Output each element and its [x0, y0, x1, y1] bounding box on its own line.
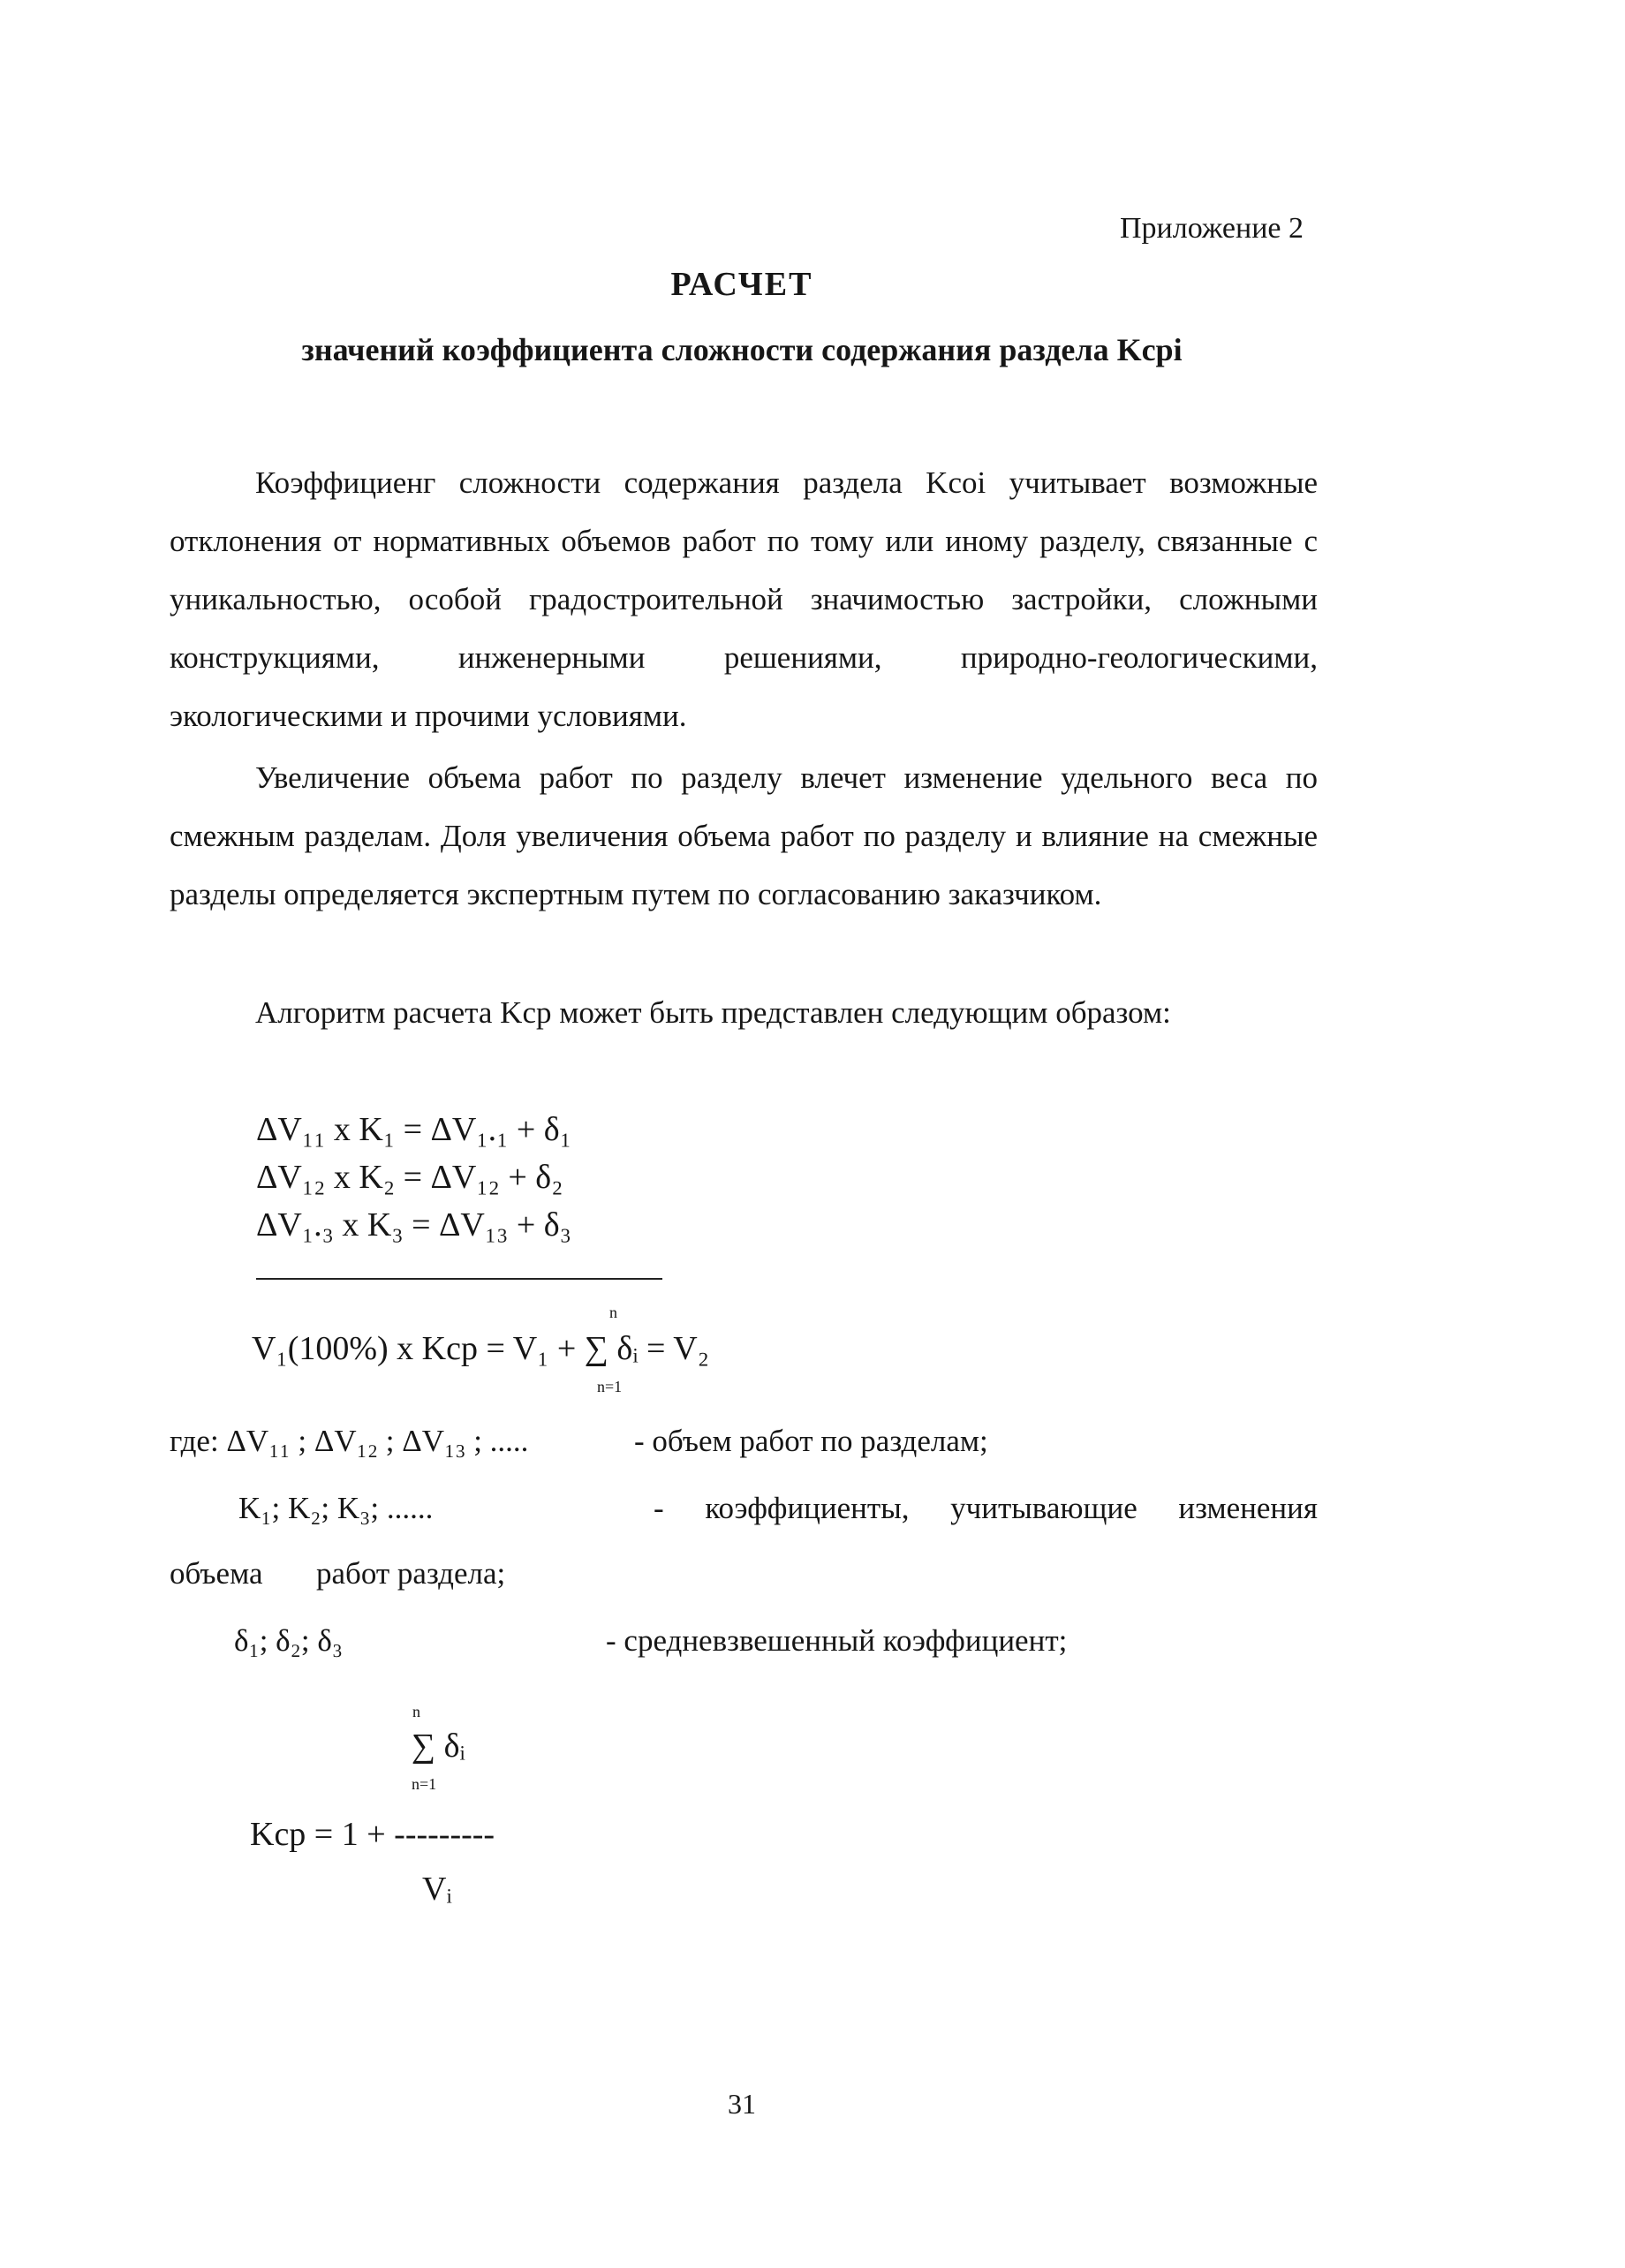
legend-volume-terms: где: ΔV₁₁ ; ΔV₁₂ ; ΔV₁₃ ; .....	[170, 1424, 529, 1458]
document-subtitle: значений коэффициента сложности содержания раздела Kcpi	[301, 332, 1183, 367]
equation-3: ΔV₁.₃ x K₃ = ΔV₁₃ + δ₃	[256, 1206, 571, 1244]
paragraph-1: Коэффициенг сложности содержания раздела Kcoi учитывает возможные отклонения от нормативных объемов работ по тому или иному разделу, связанные с уникальностью, особой градостроительной значимостью застройки, сложными конструкциями, инженерными решениями, природно-геологическими, экологическими и прочими условиями.	[170, 465, 1318, 733]
legend-coef-terms: K₁; K₂; K₃; ......	[238, 1491, 434, 1525]
legend-coef-desc: - коэффициенты, учитывающие изменения	[654, 1491, 1318, 1525]
appendix-label: Приложение 2	[1120, 212, 1304, 245]
equation-1: ΔV₁₁ x K₁ = ΔV₁.₁ + δ₁	[256, 1111, 571, 1148]
formula-kcp: Kcp = 1 + ---------	[250, 1816, 495, 1853]
document-title: РАСЧЕТ	[670, 266, 813, 303]
sum-upper-limit: n	[609, 1304, 617, 1321]
sum-equation: V₁(100%) x Kcp = V₁ + ∑ δᵢ = V₂	[252, 1330, 709, 1367]
formula-upper-limit: n	[412, 1703, 420, 1720]
legend-delta-desc: - средневзвешенный коэффициент;	[606, 1623, 1068, 1658]
sum-divider	[256, 1278, 662, 1280]
formula-numerator: ∑ δᵢ	[412, 1727, 465, 1765]
legend-coef-desc-cont-b: работ раздела;	[316, 1556, 506, 1591]
formula-denominator: Vᵢ	[422, 1871, 452, 1908]
legend-delta-terms: δ₁; δ₂; δ₃	[234, 1623, 344, 1658]
formula-lower-limit: n=1	[412, 1775, 437, 1793]
page-number: 31	[728, 2088, 756, 2120]
equation-2: ΔV₁₂ x K₂ = ΔV₁₂ + δ₂	[256, 1159, 563, 1196]
legend-coef-desc-cont-a: объема	[170, 1556, 263, 1591]
paragraph-2: Увеличение объема работ по разделу влечет изменение удельного веса по смежным разделам. Доля увеличения объема работ по разделу и влияние на смежные разделы определяется экспертным путем по согласованию заказчиком.	[170, 760, 1318, 911]
sum-lower-limit: n=1	[597, 1378, 623, 1395]
legend-volume-desc: - объем работ по разделам;	[634, 1424, 988, 1458]
paragraph-3: Алгоритм расчета Kcp может быть представлен следующим образом:	[255, 995, 1171, 1030]
